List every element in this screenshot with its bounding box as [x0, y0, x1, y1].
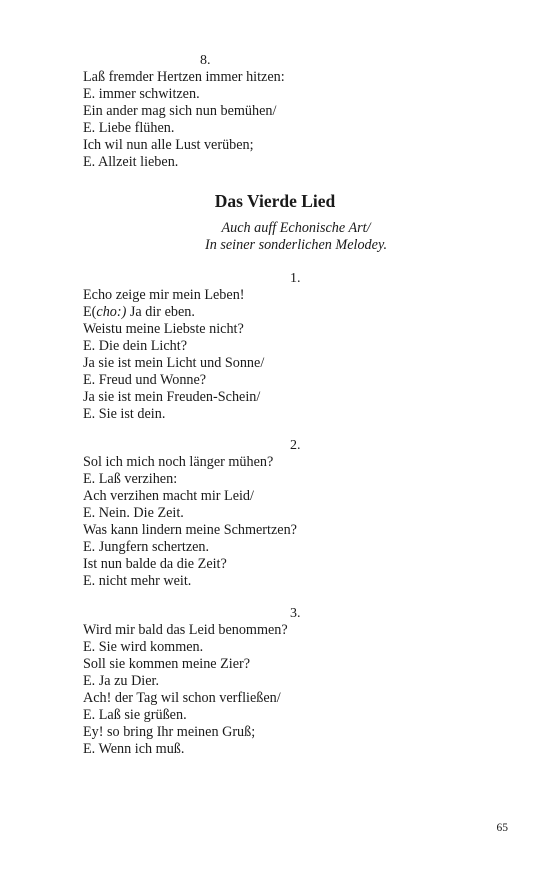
verse-line: E. Freud und Wonne? [83, 372, 207, 388]
stanza-2 [83, 454, 483, 590]
verse-line: E. Ja zu Dier. [83, 673, 160, 689]
song-subtitle-line1: Auch auff Echonische Art/ [221, 220, 371, 236]
song-subtitle-line2: In seiner sonderlichen Melodey. [204, 237, 388, 253]
stanza-3 [83, 622, 483, 758]
verse-line: Ein ander mag sich nun bemühen/ [83, 103, 277, 119]
echo-prefix: E( [83, 304, 97, 320]
verse-line: Ja sie ist mein Licht und Sonne/ [83, 355, 265, 371]
page-number: 65 [496, 822, 508, 834]
song-title: Das Vierde Lied [214, 191, 336, 211]
stanza-8 [83, 69, 483, 171]
verse-line: Laß fremder Hertzen immer hitzen: [83, 69, 285, 85]
verse-line: E. Laß verzihen: [83, 471, 178, 487]
stanza-number: 1. [290, 271, 301, 286]
verse-line: Was kann lindern meine Schmertzen? [83, 522, 297, 538]
verse-line: Echo zeige mir mein Leben! [83, 287, 245, 303]
verse-line: E. Allzeit lieben. [83, 154, 179, 170]
verse-line: E. Sie wird kommen. [83, 639, 204, 655]
verse-line: Sol ich mich noch länger mühen? [83, 454, 274, 470]
verse-line: E. Die dein Licht? [83, 338, 188, 354]
verse-line: Weistu meine Liebste nicht? [83, 321, 244, 337]
verse-line: Ach verzihen macht mir Leid/ [83, 488, 254, 504]
stanza-number: 2. [290, 438, 301, 453]
verse-line: E. Nein. Die Zeit. [83, 505, 184, 521]
verse-line: Wird mir bald das Leid benommen? [83, 622, 288, 638]
echo-abbrev: cho:) [96, 304, 127, 320]
verse-line: E. Laß sie grüßen. [83, 707, 187, 723]
verse-line: E. immer schwitzen. [83, 86, 200, 102]
stanza-1 [83, 287, 483, 423]
verse-line: Ach! der Tag wil schon verfließen/ [83, 690, 281, 706]
verse-line: Ist nun balde da die Zeit? [83, 556, 227, 572]
verse-line: E. Liebe flühen. [83, 120, 175, 136]
verse-line: Ja sie ist mein Freuden-Schein/ [83, 389, 261, 405]
stanza-number: 8. [200, 53, 211, 68]
verse-line: Ich wil nun alle Lust verüben; [83, 137, 254, 153]
stanza-number: 3. [290, 606, 301, 621]
verse-line: E. Wenn ich muß. [83, 741, 185, 757]
verse-line: E. Sie ist dein. [83, 406, 166, 422]
verse-line-echo [83, 304, 483, 321]
verse-line: Ey! so bring Ihr meinen Gruß; [83, 724, 256, 740]
verse-line: E. Jungfern schertzen. [83, 539, 210, 555]
verse-line: E. nicht mehr weit. [83, 573, 192, 589]
verse-line: Soll sie kommen meine Zier? [83, 656, 251, 672]
echo-reply: Ja dir eben. [126, 304, 195, 320]
